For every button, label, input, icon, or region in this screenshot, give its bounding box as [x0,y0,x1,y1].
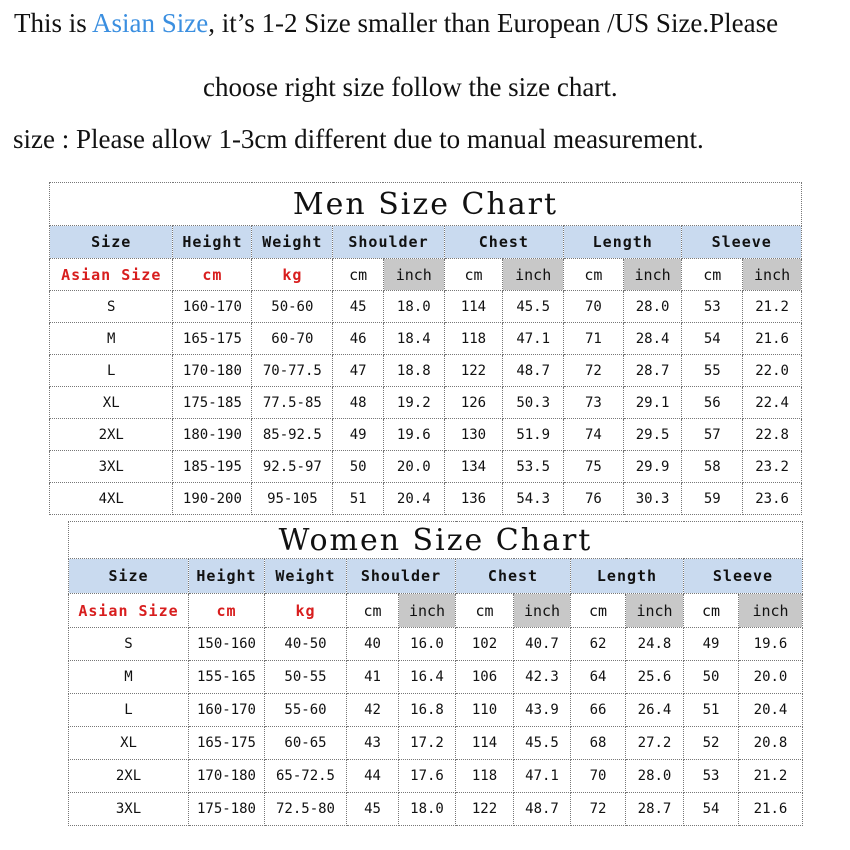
table-cell: 76 [564,483,624,515]
table-cell: 122 [456,793,514,826]
table-cell: 17.6 [399,760,456,793]
table-cell: 53.5 [503,451,564,483]
men-chart-title: Men Size Chart [50,183,802,226]
table-cell: 40.7 [514,628,571,661]
table-cell: 136 [444,483,503,515]
women-unit-9: cm [684,594,739,628]
table-cell: M [50,323,173,355]
table-cell: 17.2 [399,727,456,760]
men-size-chart [49,182,802,515]
table-row [50,291,802,323]
table-cell: 18.4 [383,323,444,355]
men-unit-5: cm [444,259,503,291]
table-cell: 77.5-85 [252,387,333,419]
table-row [50,451,802,483]
table-cell: 20.4 [739,694,803,727]
table-cell: 50-60 [252,291,333,323]
table-cell: 30.3 [623,483,682,515]
women-unit-10: inch [739,594,803,628]
table-cell: 74 [564,419,624,451]
table-cell: 54 [684,793,739,826]
table-cell: 165-175 [173,323,252,355]
table-cell: 160-170 [173,291,252,323]
table-cell: 29.5 [623,419,682,451]
intro-line-3: size : Please allow 1-3cm different due to manual measurement. [13,124,704,154]
table-cell: 71 [564,323,624,355]
table-cell: XL [69,727,189,760]
table-cell: 102 [456,628,514,661]
table-cell: 27.2 [626,727,684,760]
table-cell: 29.1 [623,387,682,419]
table-cell: 114 [456,727,514,760]
table-cell: 18.0 [383,291,444,323]
table-row [50,355,802,387]
table-cell: 56 [682,387,743,419]
table-cell: 49 [333,419,384,451]
table-cell: 46 [333,323,384,355]
table-cell: 72 [564,355,624,387]
table-cell: 28.4 [623,323,682,355]
table-cell: 50.3 [503,387,564,419]
table-cell: 29.9 [623,451,682,483]
women-unit-6: inch [514,594,571,628]
table-cell: 20.0 [739,661,803,694]
table-cell: 19.6 [739,628,803,661]
table-cell: 40-50 [265,628,347,661]
men-unit-9: cm [682,259,743,291]
table-cell: 16.0 [399,628,456,661]
table-cell: 190-200 [173,483,252,515]
table-cell: 175-180 [189,793,265,826]
women-unit-0: Asian Size [69,594,189,628]
women-units-row [69,594,803,628]
women-unit-7: cm [571,594,626,628]
table-cell: 20.0 [383,451,444,483]
table-cell: 73 [564,387,624,419]
table-cell: 28.0 [623,291,682,323]
table-cell: 75 [564,451,624,483]
table-cell: 106 [456,661,514,694]
table-cell: 53 [682,291,743,323]
men-header-weight: Weight [252,226,333,259]
table-cell: 52 [684,727,739,760]
table-cell: 50 [684,661,739,694]
table-cell: L [69,694,189,727]
table-cell: 180-190 [173,419,252,451]
table-cell: 28.0 [626,760,684,793]
women-size-chart [68,521,803,826]
table-row [69,793,803,826]
table-cell: 23.6 [743,483,802,515]
table-cell: 59 [682,483,743,515]
women-header-row [69,559,803,594]
table-cell: 47 [333,355,384,387]
table-cell: 51 [684,694,739,727]
table-cell: 185-195 [173,451,252,483]
men-header-row [50,226,802,259]
women-unit-1: cm [189,594,265,628]
table-cell: 110 [456,694,514,727]
table-cell: 175-185 [173,387,252,419]
men-unit-8: inch [623,259,682,291]
table-cell: 60-65 [265,727,347,760]
table-cell: 54.3 [503,483,564,515]
women-header-sleeve: Sleeve [684,559,803,594]
table-cell: 60-70 [252,323,333,355]
table-cell: 25.6 [626,661,684,694]
table-cell: 51 [333,483,384,515]
table-row [50,323,802,355]
women-header-weight: Weight [265,559,347,594]
table-cell: 48.7 [503,355,564,387]
table-cell: 155-165 [189,661,265,694]
table-cell: 42 [347,694,399,727]
table-cell: 57 [682,419,743,451]
women-unit-8: inch [626,594,684,628]
men-header-sleeve: Sleeve [682,226,802,259]
men-unit-10: inch [743,259,802,291]
table-cell: 45.5 [503,291,564,323]
table-cell: 19.2 [383,387,444,419]
table-cell: 21.6 [739,793,803,826]
table-cell: 170-180 [173,355,252,387]
table-cell: 48.7 [514,793,571,826]
table-cell: 160-170 [189,694,265,727]
table-cell: 62 [571,628,626,661]
table-cell: 40 [347,628,399,661]
women-chart-body [69,522,803,826]
table-cell: 21.2 [739,760,803,793]
table-cell: 50 [333,451,384,483]
table-cell: 20.4 [383,483,444,515]
women-header-length: Length [571,559,684,594]
table-cell: 42.3 [514,661,571,694]
table-cell: 28.7 [626,793,684,826]
table-cell: 58 [682,451,743,483]
table-cell: 4XL [50,483,173,515]
table-row [50,483,802,515]
table-cell: 70 [564,291,624,323]
men-unit-1: cm [173,259,252,291]
table-cell: 64 [571,661,626,694]
intro-suffix: , it’s 1-2 Size smaller than European /US Size.Please [208,8,779,38]
table-cell: 165-175 [189,727,265,760]
table-cell: 21.2 [743,291,802,323]
men-header-height: Height [173,226,252,259]
table-cell: 72.5-80 [265,793,347,826]
table-cell: 118 [444,323,503,355]
women-unit-5: cm [456,594,514,628]
men-unit-0: Asian Size [50,259,173,291]
table-cell: 44 [347,760,399,793]
table-cell: 23.2 [743,451,802,483]
table-cell: M [69,661,189,694]
women-chart-title: Women Size Chart [69,522,803,559]
table-cell: 53 [684,760,739,793]
men-title-row [50,183,802,226]
table-cell: 26.4 [626,694,684,727]
table-cell: 55-60 [265,694,347,727]
table-cell: 118 [456,760,514,793]
table-cell: S [50,291,173,323]
women-header-shoulder: Shoulder [347,559,456,594]
table-cell: 65-72.5 [265,760,347,793]
table-row [69,694,803,727]
women-unit-3: cm [347,594,399,628]
table-cell: 20.8 [739,727,803,760]
table-row [50,419,802,451]
women-header-height: Height [189,559,265,594]
table-cell: 92.5-97 [252,451,333,483]
men-header-shoulder: Shoulder [333,226,444,259]
women-title-row [69,522,803,559]
table-cell: 24.8 [626,628,684,661]
table-cell: XL [50,387,173,419]
table-cell: 66 [571,694,626,727]
table-row [69,727,803,760]
men-unit-6: inch [503,259,564,291]
asian-size-highlight: Asian Size [92,8,209,38]
table-cell: 45.5 [514,727,571,760]
table-cell: 21.6 [743,323,802,355]
table-cell: 41 [347,661,399,694]
table-cell: 85-92.5 [252,419,333,451]
table-cell: 72 [571,793,626,826]
table-cell: L [50,355,173,387]
intro-line-1 [14,8,850,39]
table-cell: 22.4 [743,387,802,419]
women-unit-4: inch [399,594,456,628]
table-cell: 114 [444,291,503,323]
table-cell: 18.0 [399,793,456,826]
table-cell: 22.0 [743,355,802,387]
table-cell: 3XL [50,451,173,483]
table-row [69,628,803,661]
table-row [50,387,802,419]
women-header-chest: Chest [456,559,571,594]
women-header-size: Size [69,559,189,594]
table-cell: 43.9 [514,694,571,727]
men-chart-body [50,183,802,515]
intro-prefix: This is [14,8,93,38]
table-cell: 68 [571,727,626,760]
table-cell: 54 [682,323,743,355]
table-cell: 48 [333,387,384,419]
table-cell: 95-105 [252,483,333,515]
table-cell: S [69,628,189,661]
table-cell: 51.9 [503,419,564,451]
men-units-row [50,259,802,291]
table-cell: 126 [444,387,503,419]
table-cell: 70 [571,760,626,793]
table-cell: 122 [444,355,503,387]
table-row [69,760,803,793]
table-cell: 2XL [50,419,173,451]
table-row [69,661,803,694]
table-cell: 19.6 [383,419,444,451]
table-cell: 47.1 [514,760,571,793]
men-unit-4: inch [383,259,444,291]
men-unit-2: kg [252,259,333,291]
table-cell: 3XL [69,793,189,826]
men-header-chest: Chest [444,226,563,259]
table-cell: 16.4 [399,661,456,694]
table-cell: 22.8 [743,419,802,451]
table-cell: 130 [444,419,503,451]
table-cell: 28.7 [623,355,682,387]
table-cell: 49 [684,628,739,661]
men-header-length: Length [564,226,682,259]
men-unit-7: cm [564,259,624,291]
table-cell: 55 [682,355,743,387]
women-unit-2: kg [265,594,347,628]
table-cell: 18.8 [383,355,444,387]
table-cell: 43 [347,727,399,760]
table-cell: 170-180 [189,760,265,793]
table-cell: 47.1 [503,323,564,355]
table-cell: 70-77.5 [252,355,333,387]
men-unit-3: cm [333,259,384,291]
men-header-size: Size [50,226,173,259]
table-cell: 150-160 [189,628,265,661]
table-cell: 50-55 [265,661,347,694]
table-cell: 45 [347,793,399,826]
intro-line-2: choose right size follow the size chart. [203,72,618,102]
table-cell: 16.8 [399,694,456,727]
table-cell: 134 [444,451,503,483]
table-cell: 2XL [69,760,189,793]
table-cell: 45 [333,291,384,323]
